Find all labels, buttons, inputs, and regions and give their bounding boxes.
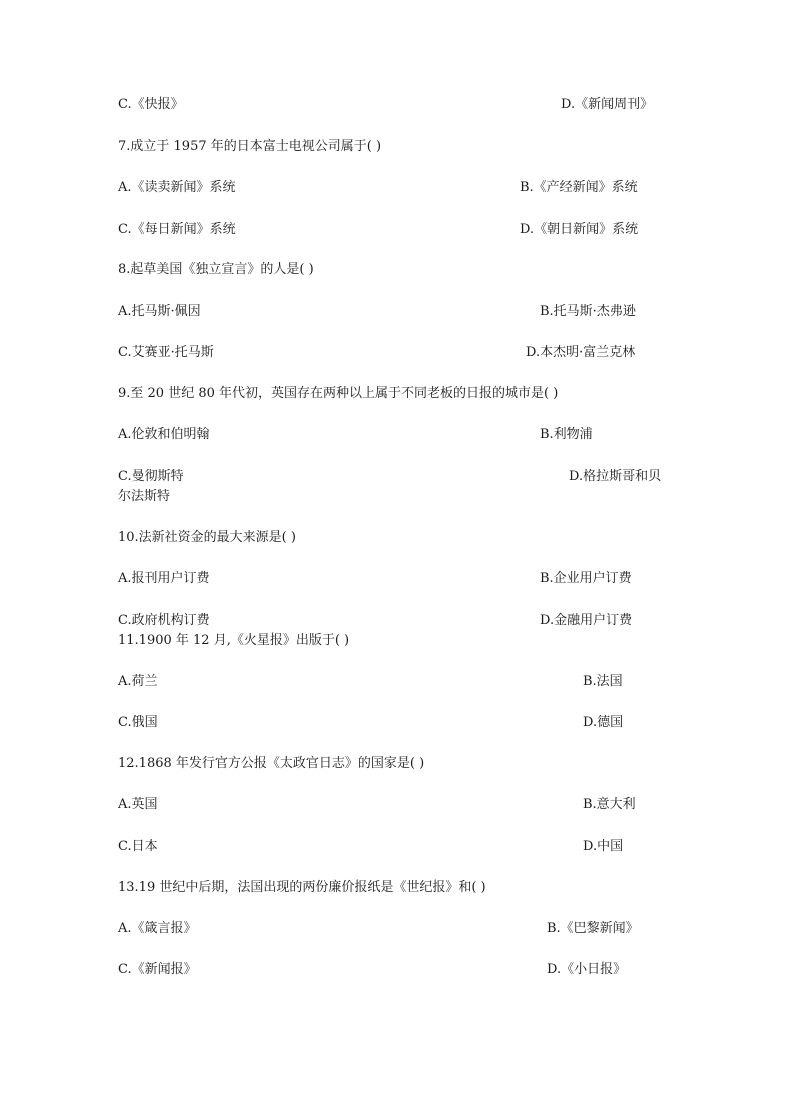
q8-option-b: B.托马斯·杰弗逊: [540, 304, 636, 319]
q10-option-b: B.企业用户订费: [540, 571, 632, 586]
question-8: 8.起草美国《独立宣言》的人是( ): [118, 262, 314, 277]
q7-option-d: D.《朝日新闻》系统: [520, 222, 639, 237]
q10-option-c: C.政府机构订费: [118, 613, 210, 628]
q8-option-d: D.本杰明·富兰克林: [526, 345, 636, 360]
q12-option-a: A.英国: [118, 797, 158, 812]
question-7: 7.成立于 1957 年的日本富士电视公司属于( ): [118, 139, 382, 154]
q13-option-d: D.《小日报》: [547, 962, 627, 977]
q9-option-d: D.格拉斯哥和贝: [569, 469, 662, 484]
question-11: 11.1900 年 12 月,《火星报》出版于( ): [118, 633, 350, 648]
q13-option-a: A.《箴言报》: [118, 921, 197, 936]
q7-option-b: B.《产经新闻》系统: [520, 180, 638, 195]
q8-option-a: A.托马斯·佩因: [118, 304, 201, 319]
q9-option-c: C.曼彻斯特: [118, 469, 184, 484]
q6-option-d: D.《新闻周刊》: [561, 97, 654, 112]
q9-option-d-continuation: 尔法斯特: [118, 489, 171, 504]
q12-option-c: C.日本: [118, 839, 158, 854]
q6-option-c: C.《快报》: [118, 97, 184, 112]
q11-option-a: A.荷兰: [118, 674, 158, 689]
q9-option-b: B.利物浦: [540, 427, 593, 442]
q13-option-b: B.《巴黎新闻》: [547, 921, 639, 936]
q12-option-b: B.意大利: [583, 797, 636, 812]
q7-option-c: C.《每日新闻》系统: [118, 222, 236, 237]
q9-option-a: A.伦敦和伯明翰: [118, 427, 210, 442]
q11-option-d: D.德国: [583, 715, 624, 730]
question-13: 13.19 世纪中后期，法国出现的两份廉价报纸是《世纪报》和( ): [118, 880, 486, 895]
q11-option-b: B.法国: [583, 674, 623, 689]
q11-option-c: C.俄国: [118, 715, 158, 730]
q12-option-d: D.中国: [583, 839, 624, 854]
q10-option-a: A.报刊用户订费: [118, 571, 210, 586]
question-12: 12.1868 年发行官方公报《太政官日志》的国家是( ): [118, 756, 425, 771]
q8-option-c: C.艾赛亚·托马斯: [118, 345, 214, 360]
q7-option-a: A.《读卖新闻》系统: [118, 180, 236, 195]
question-10: 10.法新社资金的最大来源是( ): [118, 530, 296, 545]
question-9: 9.至 20 世纪 80 年代初，英国存在两种以上属于不同老板的日报的城市是( ): [118, 386, 559, 401]
q13-option-c: C.《新闻报》: [118, 962, 197, 977]
q10-option-d: D.金融用户订费: [540, 613, 633, 628]
